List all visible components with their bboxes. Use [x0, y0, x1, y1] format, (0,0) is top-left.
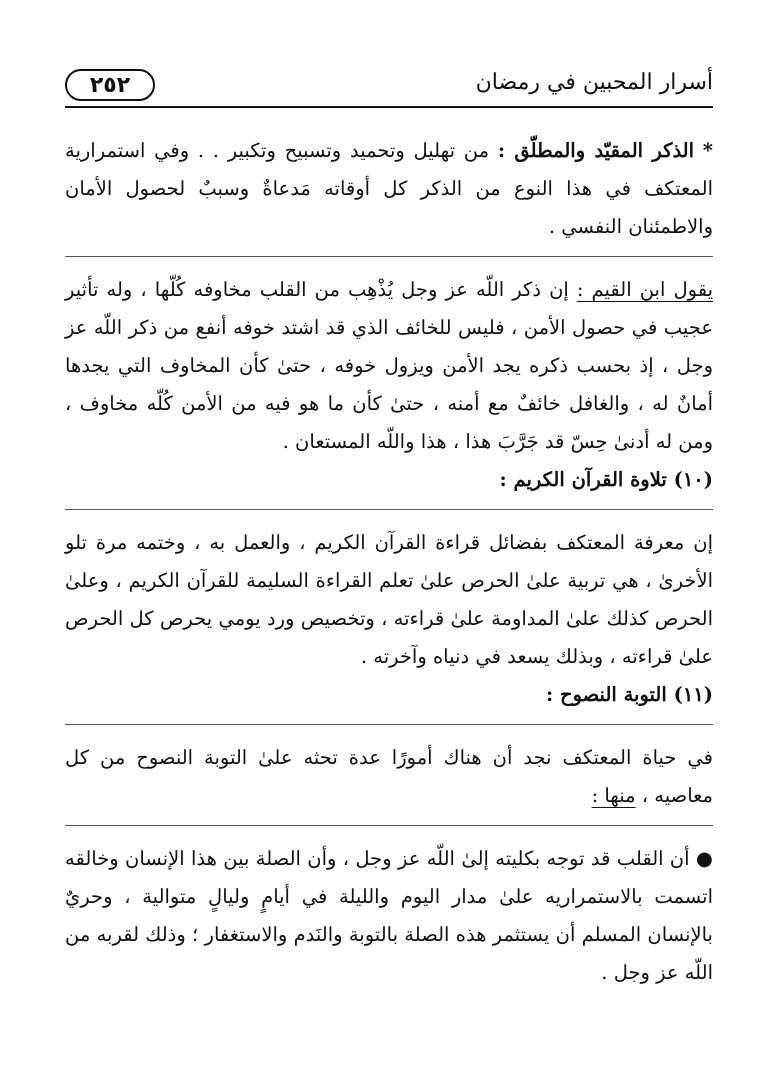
paragraph-tawba-point — [65, 840, 713, 992]
section-heading-quran: (١٠) تلاوة القرآن الكريم : — [499, 468, 713, 491]
paragraph-quote — [65, 271, 713, 461]
paragraph-text: من تهليل وتحميد وتسبيح وتكبير . . وفي استمرارية المعتكف في هذا النوع من الذكر كل أوقاته مَدعاةٌ وسببٌ لحصول الأمان والاطمئنان النفسي . — [65, 139, 713, 238]
header-rule — [65, 106, 713, 108]
term-heading: الذكر المقيّد والمطلّق : — [497, 139, 695, 162]
running-title: أسرار المحبين في رمضان — [475, 70, 713, 95]
intro-end: منها : — [591, 784, 636, 807]
section-heading-tawba: (١١) التوبة النصوح : — [546, 683, 713, 706]
bullet-marker: * — [702, 139, 713, 162]
section-divider — [65, 825, 713, 826]
section-divider — [65, 256, 713, 257]
paragraph-text: أن القلب قد توجه بكليته إلىٰ اللّه عز وجل ، وأن الصلة بين هذا الإنسان وخالقه اتسمت بالاستمراريه علىٰ مدار اليوم والليلة في أيامٍ وليالٍ متوالية ، وحريٌ بالإنسان المسلم أن يستثمر هذه الصلة بالتوبة والنَدم والاستغفار ؛ وذلك لقربه من اللّه عز وجل . — [65, 847, 713, 984]
section-divider — [65, 724, 713, 725]
paragraph-text: في حياة المعتكف نجد أن هناك أمورًا عدة تحثه علىٰ التوبة النصوح من كل معاصيه ، — [65, 746, 713, 807]
quote-text: إن ذكر اللّه عز وجل يُذْهِب من القلب مخاوفه كُلّها ، وله تأثير عجيب في حصول الأمن ، فليس للخائف الذي قد اشتد خوفه أنفع من ذكر اللّه عز وجل ، إذ بحسب ذكره يجد الأمن ويزول خوفه ، حتىٰ كأن المخاوف التي يجدها أمانٌ له ، والغافل خائفٌ مع أمنه ، حتىٰ كأن ما هو فيه من الأمن كُلّه مخاوف ، ومن له أدنىٰ حِسّ قد جَرَّبَ هذا ، هذا واللّه المستعان . — [65, 278, 713, 453]
paragraph-quran: إن معرفة المعتكف بفضائل قراءة القرآن الكريم ، والعمل به ، وختمه مرة تلو الأخرىٰ ، هي تربية علىٰ الحرص علىٰ تعلم القراءة السليمة للقرآن الكريم ، وعلىٰ الحرص كذلك علىٰ المداومة علىٰ قراءته ، وتخصيص ورد يومي يحرص كل الحرص علىٰ قراءته ، وبذلك يسعد في دنياه وآخرته . — [65, 531, 713, 668]
section-divider — [65, 509, 713, 510]
bullet-dot: ● — [695, 847, 714, 870]
paragraph-tawba-intro — [65, 739, 713, 815]
page-number-badge: ٢٥٢ — [65, 69, 155, 101]
paragraph-dhikr — [65, 132, 713, 246]
quote-attribution: يقول ابن القيم : — [576, 278, 713, 301]
page-body — [65, 132, 713, 992]
page-header — [65, 66, 713, 104]
